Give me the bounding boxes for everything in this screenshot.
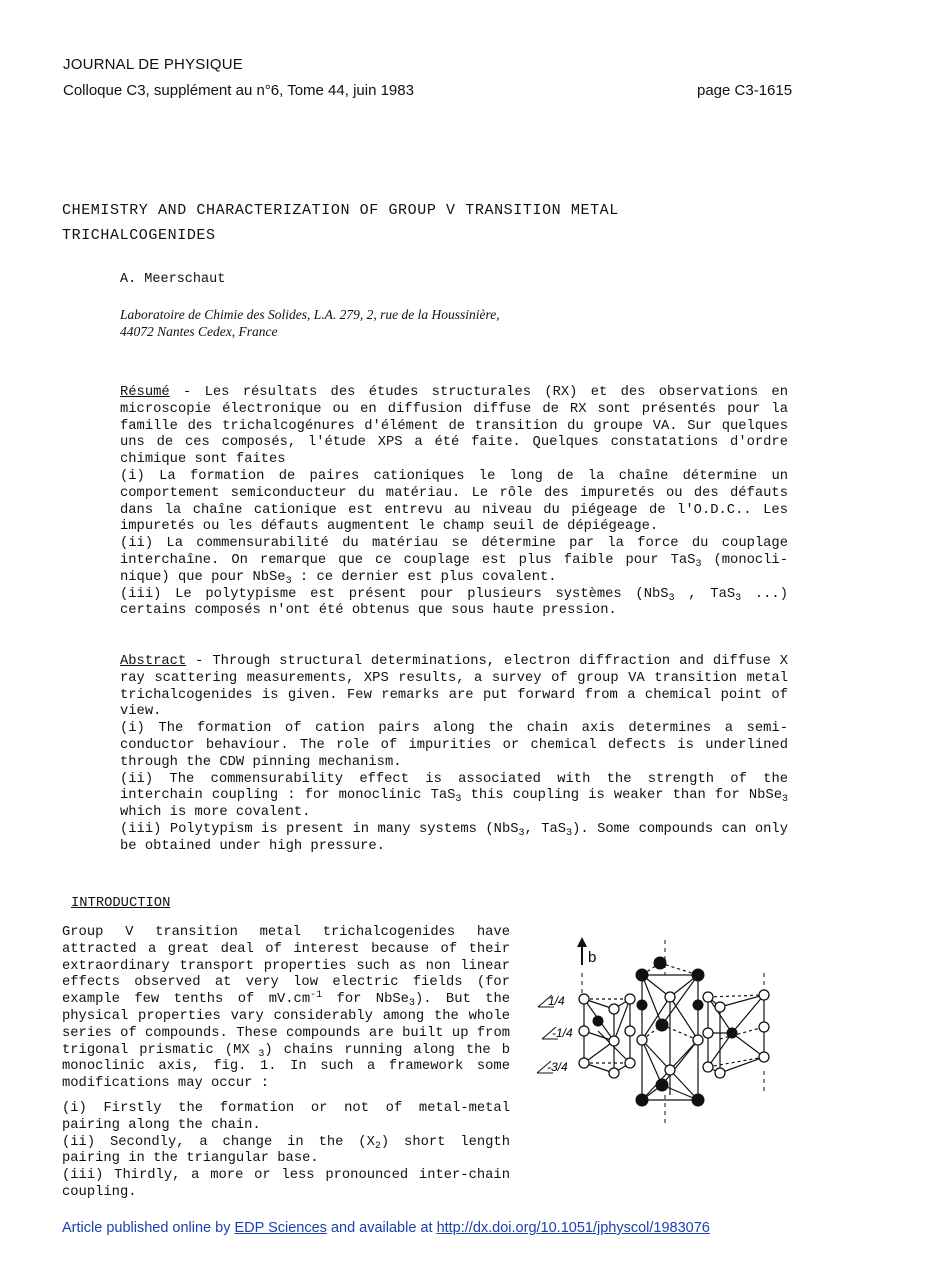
left-prism-chain — [584, 999, 630, 1073]
abstract-paragraph-3 — [120, 822, 788, 856]
b-axis-label: b — [588, 949, 597, 966]
resume-paragraph-3 — [120, 587, 788, 621]
resume-text-3c: ...) certains composés n'ont été obtenus que sous haute pression. — [120, 586, 788, 619]
intro-paragraph-2 — [62, 1135, 510, 1169]
superscript: -1 — [310, 990, 323, 1002]
affiliation — [120, 306, 500, 340]
abstract-paragraph-1: (i) The formation of cation pairs along the chain axis determines a semi-conductor behaviour. The role of impurities or chemical defects is underlined through the CDW pinning mechanism. — [120, 721, 788, 770]
height-label-2: -1/4 — [552, 1026, 573, 1040]
height-label-1: 1/4 — [548, 994, 565, 1008]
subscript: 3 — [668, 592, 675, 604]
intro-text-0b: for NbSe — [322, 992, 409, 1008]
resume-text-3a: (iii) Le polytypisme est présent pour plusieurs systèmes (NbS — [120, 586, 669, 602]
subscript: 3 — [518, 827, 525, 839]
resume-text-2c: : ce dernier est plus covalent. — [291, 569, 557, 585]
subscript: 3 — [408, 998, 415, 1010]
resume-paragraph-2 — [120, 536, 788, 586]
subscript: 3 — [249, 1048, 265, 1060]
subscript: 3 — [781, 794, 788, 806]
abstract-text-3b: , TaS — [524, 821, 567, 837]
intro-paragraph-1: (i) Firstly the formation or not of metal-metal pairing along the chain. — [62, 1100, 510, 1133]
height-label-3: -3/4 — [547, 1060, 568, 1074]
resume-paragraph-0 — [120, 385, 788, 469]
abstract-paragraph-0 — [120, 654, 788, 721]
crystal-structure-figure — [532, 935, 777, 1130]
subscript: 3 — [455, 794, 462, 806]
subscript: 3 — [285, 575, 292, 587]
colloque-info: Colloque C3, supplément au n°6, Tome 44, juin 1983 — [63, 82, 414, 99]
abstract-text-0: - Through structural determinations, electron diffraction and diffuse X ray scattering measurements, XPS results, a survey of group VA transition metal trichalcogenides is given. Few remarks are put forward from a chemical point of view. — [120, 654, 788, 720]
title-line-1: CHEMISTRY AND CHARACTERIZATION OF GROUP V TRANSITION METAL — [62, 202, 619, 219]
intro-text-2b: ) short length pairing in the triangular base. — [62, 1134, 510, 1167]
abstract-paragraph-2 — [120, 772, 788, 822]
subscript: 2 — [374, 1140, 381, 1152]
intro-text-0d: ) chains running along the b monoclinic axis, fig. 1. In such a framework some modifications may occur : — [62, 1042, 510, 1092]
footer — [62, 1220, 710, 1236]
affiliation-line-2: 44072 Nantes Cedex, France — [120, 324, 278, 339]
abstract-text-2c: which is more covalent. — [120, 805, 311, 821]
resume-section — [120, 385, 788, 620]
abstract-section — [120, 654, 788, 856]
footer-prefix: Article published online by — [62, 1220, 235, 1236]
introduction-heading: INTRODUCTION — [71, 896, 171, 911]
page-number: page C3-1615 — [697, 82, 793, 99]
resume-text-3b: , TaS — [674, 586, 736, 602]
subscript: 3 — [566, 827, 573, 839]
abstract-text-3c: ). Some compounds can only be obtained under high pressure. — [120, 821, 788, 854]
doi-link[interactable]: http://dx.doi.org/10.1051/jphyscol/1983076 — [436, 1220, 710, 1236]
affiliation-line-1: Laboratoire de Chimie des Solides, L.A. 279, 2, rue de la Houssinière, — [120, 307, 500, 322]
arrow-head-icon — [577, 937, 587, 947]
footer-middle: and available at — [326, 1220, 437, 1236]
resume-paragraph-1: (i) La formation de paires cationiques le long de la chaîne détermine un comportement semiconducteur du matériau. Le rôle des impuretés ou des défauts dans la chaîne cationique est entrevu au niveau du piégeage de l'O.D.C.. Les impuretés ou les défauts augmentent le champ seuil de dépiégeage. — [120, 468, 788, 535]
intro-paragraph-3: (iii) Thirdly, a more or less pronounced inter-chain coupling. — [62, 1168, 510, 1200]
abstract-text-2b: this coupling is weaker than for NbSe — [461, 788, 782, 804]
intro-text-0a: Group V transition metal trichalcogenides have attracted a great deal of interest because of their extraordinary transport properties such as non linear effects observed at very low electric fields (for example few tenths of mV.cm — [62, 925, 510, 1008]
title-line-2: TRICHALCOGENIDES — [62, 227, 216, 244]
middle-prism-chain — [642, 963, 698, 1100]
journal-name: JOURNAL DE PHYSIQUE — [63, 56, 243, 73]
resume-text-2b: (monocli-nique) que pour NbSe — [120, 552, 788, 585]
intro-text-2a: (ii) Secondly, a change in the (X — [62, 1134, 375, 1150]
subscript: 3 — [695, 558, 702, 570]
intro-paragraph-0 — [62, 925, 510, 1093]
abstract-label: Abstract — [120, 654, 187, 669]
publisher-link[interactable]: EDP Sciences — [234, 1220, 327, 1236]
introduction-body — [62, 925, 510, 1202]
resume-label: Résumé — [120, 385, 170, 400]
resume-text-0: - Les résultats des études structurales (RX) et des observations en microscopie électronique ou en diffusion diffuse de RX sont présentés pour la famille des trichalcogénures d'élément de transition du groupe VA. Sur quelques uns de ces composés, l'étude XPS a été faite. Quelques constatations d'ordre chimique sont faites — [120, 385, 788, 468]
author: A. Meerschaut — [120, 272, 226, 287]
resume-text-2a: (ii) La commensurabilité du matériau se détermine par la force du couplage interchaîne. On remarque que ce couplage est plus faible pour TaS — [120, 536, 788, 568]
article-title — [62, 198, 762, 248]
abstract-text-2a: (ii) The commensurability effect is associated with the strength of the interchain coupling : for monoclinic TaS — [120, 771, 788, 804]
abstract-text-3a: (iii) Polytypism is present in many systems (NbS — [120, 821, 519, 837]
subscript: 3 — [735, 592, 742, 604]
intro-text-0c: ). But the physical properties vary considerably among the whole series of compounds. These compounds are built up from trigonal prismatic (MX — [62, 992, 511, 1058]
